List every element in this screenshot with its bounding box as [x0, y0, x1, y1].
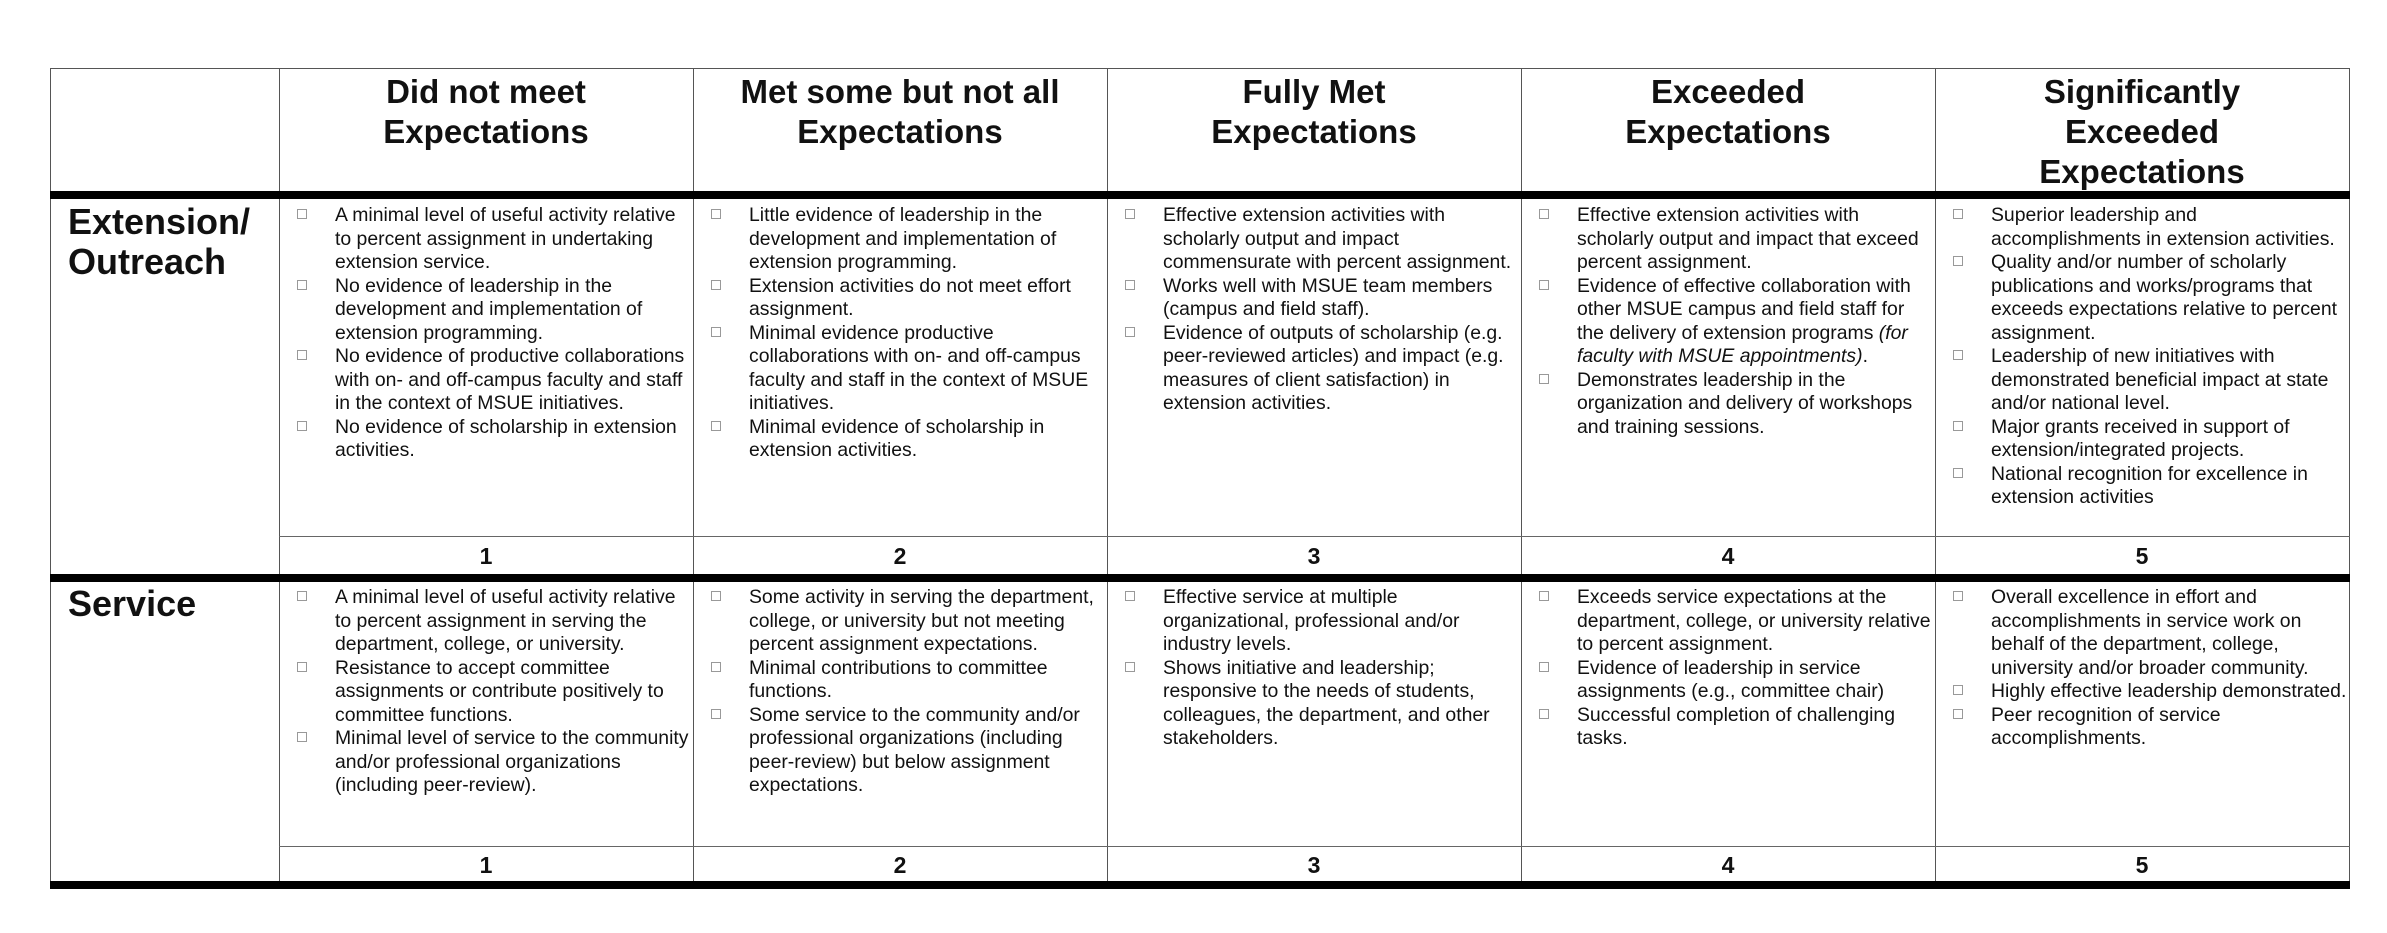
- checkbox-bullet-icon: [1953, 685, 1963, 695]
- criteria-item: [1935, 586, 2349, 680]
- checkbox-bullet-icon: [1953, 709, 1963, 719]
- score-service-1: 1: [479, 851, 493, 878]
- criteria-item: [1935, 345, 2349, 416]
- criteria-text: Leadership of new initiatives with demonstrated beneficial impact at state and/or national level.: [1991, 345, 2329, 414]
- criteria-text: Effective extension activities with scholarly output and impact commensurate with percent assignment.: [1163, 204, 1512, 273]
- criteria-item: [1521, 369, 1935, 440]
- criteria-item: [1107, 322, 1521, 416]
- criteria-item: [1935, 463, 2349, 510]
- checkbox-bullet-icon: [1125, 662, 1135, 672]
- header-significantly-exceeded: [1935, 72, 2349, 192]
- checkbox-bullet-icon: [1125, 209, 1135, 219]
- header-label: Significantly Exceeded Expectations: [2039, 73, 2245, 190]
- criteria-cell-service-2: [693, 586, 1107, 798]
- criteria-item: [1107, 275, 1521, 322]
- row-label-extension-outreach: Extension/ Outreach: [68, 201, 251, 282]
- score-extension-2: 2: [893, 542, 907, 569]
- checkbox-bullet-icon: [711, 421, 721, 431]
- criteria-trailing-text: .: [1862, 345, 1868, 367]
- score-service-4: 4: [1721, 851, 1735, 878]
- checkbox-bullet-icon: [297, 421, 307, 431]
- criteria-cell-extension-5: [1935, 204, 2349, 510]
- criteria-item: [279, 657, 693, 728]
- criteria-text: Shows initiative and leadership; responsive to the needs of students, colleagues, the department, and other stakeholders.: [1163, 656, 1490, 749]
- criteria-text: Effective extension activities with scholarly output and impact that exceed percent assignment.: [1577, 204, 1919, 273]
- checkbox-bullet-icon: [711, 280, 721, 290]
- checkbox-bullet-icon: [297, 280, 307, 290]
- header-label: Met some but not all Expectations: [740, 73, 1060, 150]
- checkbox-bullet-icon: [297, 591, 307, 601]
- checkbox-bullet-icon: [1953, 256, 1963, 266]
- checkbox-bullet-icon: [1125, 280, 1135, 290]
- criteria-item: [279, 727, 693, 798]
- score-service-2: 2: [893, 851, 907, 878]
- criteria-item: [1521, 275, 1935, 369]
- checkbox-bullet-icon: [1539, 709, 1549, 719]
- criteria-item: [693, 586, 1107, 657]
- header-label: Exceeded Expectations: [1625, 73, 1831, 150]
- checkbox-bullet-icon: [297, 350, 307, 360]
- checkbox-bullet-icon: [1953, 421, 1963, 431]
- criteria-text: Quality and/or number of scholarly publications and works/programs that exceeds expectations relative to percent assignment.: [1991, 251, 2338, 344]
- criteria-item: [1935, 704, 2349, 751]
- criteria-text: Evidence of leadership in service assignments (e.g., committee chair): [1577, 656, 1885, 702]
- checkbox-bullet-icon: [711, 662, 721, 672]
- checkbox-bullet-icon: [1539, 591, 1549, 601]
- criteria-item: [1935, 251, 2349, 345]
- criteria-item: [693, 416, 1107, 463]
- criteria-cell-service-4: [1521, 586, 1935, 751]
- criteria-item: [1107, 657, 1521, 751]
- header-label: Fully Met Expectations: [1211, 73, 1417, 150]
- checkbox-bullet-icon: [1953, 209, 1963, 219]
- header-met-some: [693, 72, 1107, 192]
- criteria-text: Little evidence of leadership in the development and implementation of extension programming.: [749, 204, 1057, 273]
- criteria-item: [1521, 586, 1935, 657]
- header-bottom-rule: [50, 191, 2350, 199]
- criteria-text: Exceeds service expectations at the department, college, or university relative to percent assignment.: [1577, 586, 1931, 655]
- extension-bottom-rule: [50, 574, 2350, 582]
- criteria-item: [279, 204, 693, 275]
- checkbox-bullet-icon: [297, 662, 307, 672]
- header-exceeded: [1521, 72, 1935, 192]
- criteria-cell-service-3: [1107, 586, 1521, 751]
- criteria-item: [693, 704, 1107, 798]
- header-fully-met: [1107, 72, 1521, 192]
- criteria-text: Some service to the community and/or professional organizations (including peer-review) but below assignment expectations.: [749, 703, 1080, 796]
- checkbox-bullet-icon: [1953, 350, 1963, 360]
- criteria-cell-extension-3: [1107, 204, 1521, 416]
- header-did-not-meet: [279, 72, 693, 192]
- extension-score-rule: [279, 536, 2350, 537]
- row-label-service: Service: [68, 583, 197, 624]
- criteria-item: [279, 416, 693, 463]
- criteria-text: Minimal contributions to committee functions.: [749, 656, 1048, 702]
- score-service-3: 3: [1307, 851, 1321, 878]
- criteria-text: Minimal evidence productive collaborations with on- and off-campus faculty and staff in the context of MSUE initiatives.: [749, 321, 1089, 414]
- checkbox-bullet-icon: [1539, 280, 1549, 290]
- score-extension-1: 1: [479, 542, 493, 569]
- header-label: Did not meet Expectations: [383, 73, 589, 150]
- checkbox-bullet-icon: [1953, 591, 1963, 601]
- criteria-text: Superior leadership and accomplishments in extension activities.: [1991, 204, 2335, 250]
- criteria-text: No evidence of scholarship in extension activities.: [335, 415, 677, 461]
- criteria-text: Demonstrates leadership in the organization and delivery of workshops and training sessions.: [1577, 368, 1913, 438]
- criteria-item: [279, 275, 693, 346]
- criteria-text: Major grants received in support of extension/integrated projects.: [1991, 415, 2290, 461]
- criteria-text: A minimal level of useful activity relative to percent assignment in undertaking extension service.: [335, 204, 676, 273]
- criteria-item: [693, 204, 1107, 275]
- checkbox-bullet-icon: [1539, 209, 1549, 219]
- criteria-cell-extension-2: [693, 204, 1107, 463]
- criteria-text: National recognition for excellence in extension activities: [1991, 462, 2308, 508]
- table-right-border: [2349, 68, 2350, 881]
- criteria-item: [1521, 657, 1935, 704]
- checkbox-bullet-icon: [711, 327, 721, 337]
- criteria-italic-note: (for faculty with MSUE appointments): [1577, 321, 1908, 367]
- criteria-item: [693, 657, 1107, 704]
- criteria-item: [1521, 704, 1935, 751]
- evaluation-rubric-table: [50, 68, 2350, 889]
- table-top-border: [50, 68, 2350, 69]
- checkbox-bullet-icon: [711, 209, 721, 219]
- checkbox-bullet-icon: [711, 591, 721, 601]
- criteria-text: Resistance to accept committee assignments or contribute positively to committee functions.: [335, 656, 664, 726]
- checkbox-bullet-icon: [1953, 468, 1963, 478]
- criteria-text: Evidence of outputs of scholarship (e.g. peer-reviewed articles) and impact (e.g. measures of client satisfaction) in extension activities.: [1163, 321, 1504, 414]
- criteria-text: Minimal level of service to the community and/or professional organizations (including peer-review).: [335, 727, 689, 796]
- checkbox-bullet-icon: [1539, 374, 1549, 384]
- criteria-text: Evidence of effective collaboration with other MSUE campus and field staff for the delivery of extension programs: [1577, 274, 1911, 344]
- criteria-text: Works well with MSUE team members (campus and field staff).: [1163, 274, 1493, 320]
- criteria-text: Successful completion of challenging tasks.: [1577, 703, 1895, 749]
- criteria-item: [693, 322, 1107, 416]
- criteria-text: No evidence of productive collaborations with on- and off-campus faculty and staff in the context of MSUE initiatives.: [335, 345, 685, 414]
- criteria-cell-extension-4: [1521, 204, 1935, 439]
- criteria-text: A minimal level of useful activity relative to percent assignment in serving the department, college, or university.: [335, 586, 676, 655]
- checkbox-bullet-icon: [297, 209, 307, 219]
- criteria-item: [693, 275, 1107, 322]
- criteria-text: Peer recognition of service accomplishments.: [1991, 703, 2221, 749]
- criteria-text: Some activity in serving the department, college, or university but not meeting percent assignment expectations.: [749, 586, 1094, 655]
- criteria-item: [279, 586, 693, 657]
- checkbox-bullet-icon: [1125, 591, 1135, 601]
- criteria-cell-service-5: [1935, 586, 2349, 751]
- score-extension-5: 5: [2135, 542, 2149, 569]
- table-left-border: [50, 68, 51, 881]
- criteria-item: [1107, 204, 1521, 275]
- criteria-text: Effective service at multiple organizational, professional and/or industry levels.: [1163, 586, 1460, 655]
- criteria-item: [1935, 416, 2349, 463]
- criteria-item: [1935, 680, 2349, 704]
- criteria-item: [1521, 204, 1935, 275]
- criteria-text: Extension activities do not meet effort assignment.: [749, 274, 1071, 320]
- checkbox-bullet-icon: [297, 732, 307, 742]
- checkbox-bullet-icon: [711, 709, 721, 719]
- checkbox-bullet-icon: [1539, 662, 1549, 672]
- criteria-cell-extension-1: [279, 204, 693, 463]
- score-extension-3: 3: [1307, 542, 1321, 569]
- criteria-item: [1107, 586, 1521, 657]
- criteria-item: [1935, 204, 2349, 251]
- criteria-text: Overall excellence in effort and accomplishments in service work on behalf of the department, college, university and/or broader community.: [1991, 586, 2309, 679]
- checkbox-bullet-icon: [1125, 327, 1135, 337]
- criteria-item: [279, 345, 693, 416]
- criteria-text: Highly effective leadership demonstrated.: [1991, 680, 2347, 702]
- criteria-text: No evidence of leadership in the development and implementation of extension programming.: [335, 274, 643, 344]
- criteria-text: Minimal evidence of scholarship in extension activities.: [749, 415, 1045, 461]
- score-service-5: 5: [2135, 851, 2149, 878]
- criteria-cell-service-1: [279, 586, 693, 798]
- score-extension-4: 4: [1721, 542, 1735, 569]
